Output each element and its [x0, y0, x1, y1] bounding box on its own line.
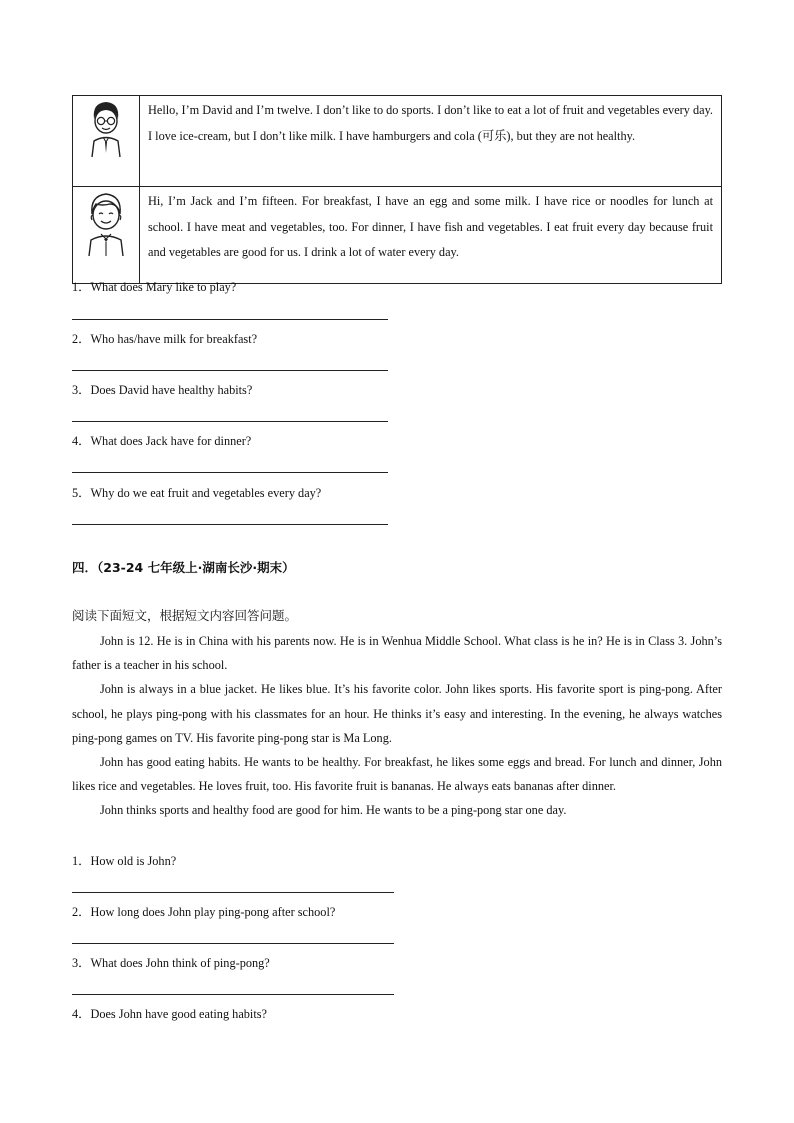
avatar	[73, 96, 140, 187]
smiling-boy-icon	[84, 188, 128, 258]
question-4: 4．Does John have good eating habits?	[72, 1007, 268, 1021]
question-5: 5．Why do we eat fruit and vegetables every day?	[72, 486, 322, 500]
question-4: 4．What does Jack have for dinner?	[72, 434, 252, 448]
answer-line-2[interactable]	[72, 370, 388, 371]
passage-paragraph: John is 12. He is in China with his parents now. He is in Wenhua Middle School. What class is he in? He is in Class 3. John’s father is a teacher in his school.	[72, 634, 722, 673]
passage-paragraph: John is always in a blue jacket. He likes blue. It’s his favorite color. John likes sports. His favorite sport is ping-pong. After school, he plays ping-pong with his classmates for an hour. He thinks it’s easy and interesting. In the evening, he always watches ping-pong games on TV. His favorite ping-pong star is Ma Long.	[72, 682, 722, 745]
people-table	[72, 95, 722, 284]
passage-paragraph: John has good eating habits. He wants to be healthy. For breakfast, he likes some eggs and bread. For lunch and dinner, John likes rice and vegetables. He loves fruit, too. His favorite fruit is bananas. He always eats bananas after dinner.	[72, 755, 722, 794]
question-3: 3．What does John think of ping-pong?	[72, 956, 270, 970]
boy-with-glasses-icon	[86, 97, 126, 159]
question-2: 2．How long does John play ping-pong after school?	[72, 905, 336, 919]
question-3: 3．Does David have healthy habits?	[72, 383, 253, 397]
jack-text: Hi, I’m Jack and I’m fifteen. For breakfast, I have an egg and some milk. I have rice or noodles for lunch at school. I have meat and vegetables, too. For dinner, I have fish and vegetables. I eat fruit every day because fruit and vegetables are good for us. I drink a lot of water every day.	[140, 187, 722, 284]
question-2: 2．Who has/have milk for breakfast?	[72, 332, 258, 346]
avatar	[73, 187, 140, 284]
answer-line-1[interactable]	[72, 892, 394, 893]
instruction: 阅读下面短文，根据短文内容回答问题。	[72, 608, 298, 623]
david-text: Hello, I’m David and I’m twelve. I don’t like to do sports. I don’t like to eat a lot of fruit and vegetables every day. I love ice-cream, but I don’t like milk. I have hamburgers and cola (可乐), but they are not healthy.	[140, 96, 722, 187]
answer-line-3[interactable]	[72, 994, 394, 995]
question-1: 1．What does Mary like to play?	[72, 280, 237, 294]
answer-line-4[interactable]	[72, 472, 388, 473]
passage-paragraph: John thinks sports and healthy food are good for him. He wants to be a ping-pong star one day.	[100, 803, 567, 818]
answer-line-3[interactable]	[72, 421, 388, 422]
section-heading: 四．（23-24 七年级上·湖南长沙·期末）	[72, 560, 295, 575]
answer-line-2[interactable]	[72, 943, 394, 944]
reading-passage	[72, 629, 722, 823]
answer-line-5[interactable]	[72, 524, 388, 525]
question-1: 1．How old is John?	[72, 854, 177, 868]
answer-line-1[interactable]	[72, 319, 388, 320]
table-row	[73, 96, 722, 187]
table-row	[73, 187, 722, 284]
